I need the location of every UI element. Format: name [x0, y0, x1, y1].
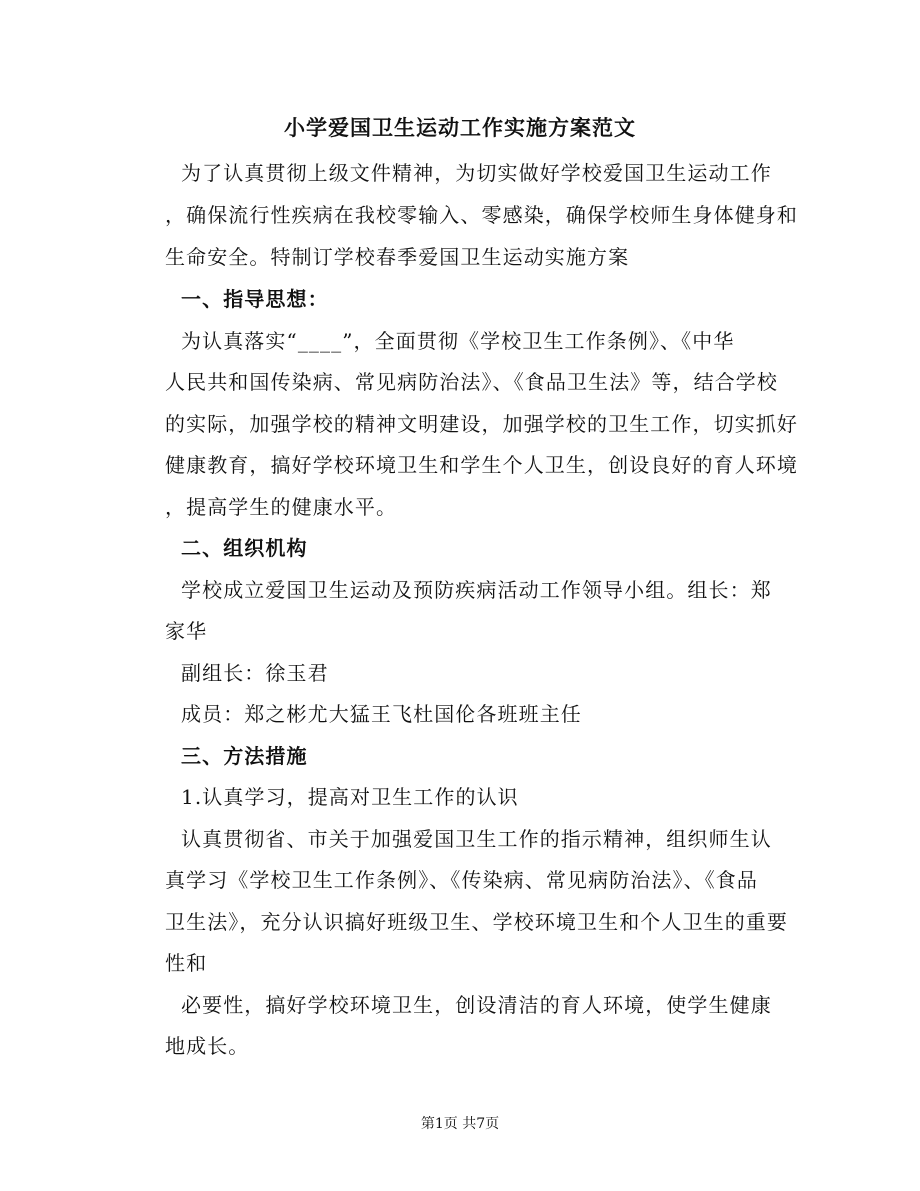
- paragraph-line: 家华: [165, 619, 208, 643]
- section-heading-methods: 三、方法措施: [181, 744, 308, 768]
- paragraph-line: 的实际，加强学校的精神文明建设，加强学校的卫生工作，切实抓好: [165, 412, 798, 436]
- paragraph-line: 健康教育，搞好学校环境卫生和学生个人卫生，创设良好的育人环境: [165, 453, 798, 477]
- paragraph-line: 性和: [165, 951, 208, 975]
- document-title: 小学爱国卫生运动工作实施方案范文: [284, 115, 636, 140]
- paragraph-line: ，确保流行性疾病在我校零输入、零感染，确保学校师生身体健身和: [165, 203, 798, 227]
- paragraph-line: 副组长：徐玉君: [181, 661, 329, 685]
- paragraph-line: 真学习《学校卫生工作条例》、《传染病、常见病防治法》、《食品: [165, 868, 758, 892]
- paragraph-line: 生命安全。特制订学校春季爱国卫生运动实施方案: [165, 245, 630, 269]
- paragraph-line: 地成长。: [165, 1034, 250, 1058]
- section-heading-organization: 二、组织机构: [181, 536, 308, 560]
- paragraph-line: 认真贯彻省、市关于加强爱国卫生工作的指示精神，组织师生认: [181, 827, 772, 851]
- paragraph-line: 必要性，搞好学校环境卫生，创设清洁的育人环境，使学生健康: [181, 993, 772, 1017]
- paragraph-line: ，提高学生的健康水平。: [165, 495, 398, 519]
- paragraph-line: 为认真落实“____”，全面贯彻《学校卫生工作条例》、《中华: [181, 329, 735, 353]
- section-heading-guiding-thought: 一、指导思想：: [181, 287, 329, 311]
- paragraph-line: 人民共和国传染病、常见病防治法》、《食品卫生法》等，结合学校: [165, 370, 778, 394]
- page-number: 第1页 共7页: [420, 1116, 500, 1132]
- paragraph-line: 成员：郑之彬尤大猛王飞杜国伦各班班主任: [181, 702, 582, 726]
- subsection-heading: 1.认真学习，提高对卫生工作的认识: [181, 785, 519, 809]
- paragraph-line: 卫生法》，充分认识搞好班级卫生、学校环境卫生和个人卫生的重要: [165, 910, 788, 934]
- paragraph-line: 学校成立爱国卫生运动及预防疾病活动工作领导小组。组长：郑: [181, 578, 772, 602]
- paragraph-line: 为了认真贯彻上级文件精神，为切实做好学校爱国卫生运动工作: [181, 161, 772, 185]
